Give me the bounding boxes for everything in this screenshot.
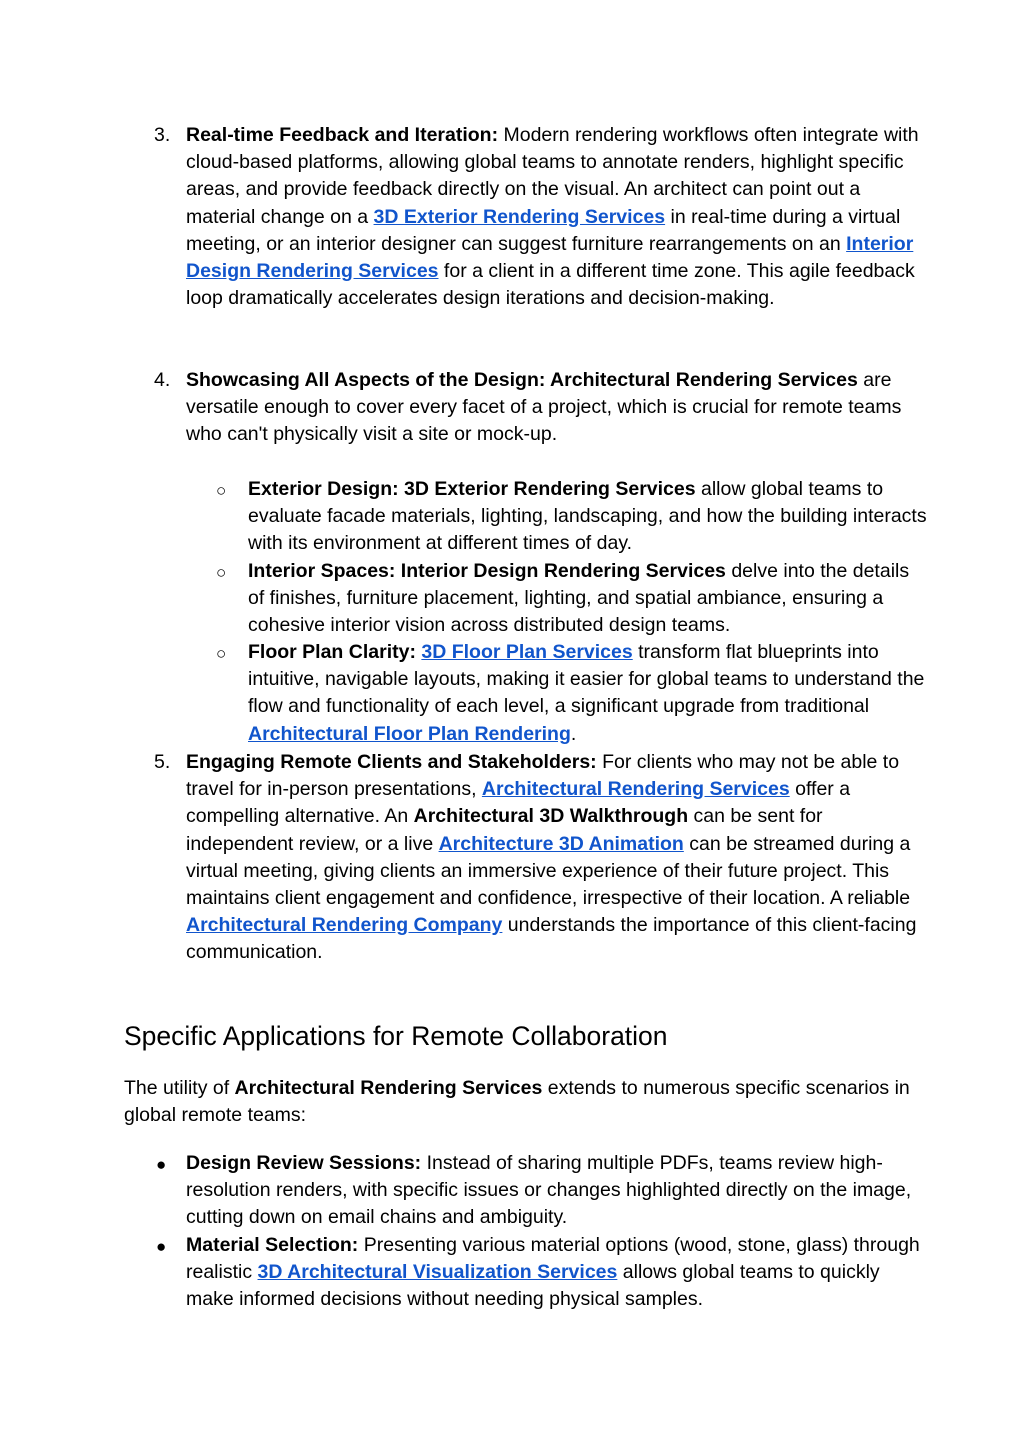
item-3-text-3: for a client in a different time zone. This agile feedback loop dramatically accelerates design iterations and decision-making.	[186, 260, 915, 310]
sub-item-3-text-2: .	[570, 722, 577, 745]
sub-item-exterior-design	[248, 476, 928, 558]
sub-item-1-text: allow global teams to evaluate facade materials, lighting, landscaping, and how the building interacts with its environment at different times of day.	[248, 478, 927, 555]
sub-item-3-heading: Floor Plan Clarity:	[248, 641, 416, 663]
link-architectural-rendering-company[interactable]: Architectural Rendering Company	[186, 914, 503, 937]
link-3d-exterior-rendering-services[interactable]: 3D Exterior Rendering Services	[373, 205, 666, 228]
sub-bullet-marker: ○	[216, 563, 227, 582]
sub-item-interior-spaces	[248, 558, 928, 640]
list-number-4: 4.	[154, 369, 171, 391]
sub-item-floor-plan-clarity	[248, 639, 928, 748]
link-3d-architectural-visualization-services[interactable]: 3D Architectural Visualization Services	[257, 1261, 618, 1284]
bullet-1-text: Instead of sharing multiple PDFs, teams review high-resolution renders, with specific issues or changes highlighted directly on the image, cutting down on email chains and ambiguity.	[186, 1152, 912, 1229]
link-3d-floor-plan-services[interactable]: 3D Floor Plan Services	[421, 641, 633, 663]
bullet-2-text-2: allows global teams to quickly make informed decisions without needing physical samples.	[186, 1261, 880, 1311]
item-5-text-5: understands the importance of this client-facing communication.	[186, 914, 917, 964]
section-heading: Specific Applications for Remote Collaboration	[124, 1021, 668, 1051]
list-number-5: 5.	[154, 751, 171, 773]
item-5-heading: Engaging Remote Clients and Stakeholders:	[186, 751, 597, 773]
item-4-text-1: are versatile enough to cover every facet of a project, which is crucial for remote teams who can't physically visit a site or mock-up.	[186, 369, 902, 446]
list-item-4	[186, 367, 926, 449]
link-interior-design-rendering-services[interactable]: Interior Design Rendering Services	[186, 232, 914, 283]
item-3-text-1: Modern rendering workflows often integrate with cloud-based platforms, allowing global teams to annotate renders, highlight specific areas, and provide feedback directly on the visual. An architect can point out a material change on a	[186, 124, 919, 228]
list-number-3: 3.	[154, 124, 171, 146]
item-5-bold-walkthrough: Architectural 3D Walkthrough	[413, 805, 689, 828]
intro-text-2: extends to numerous specific scenarios in global remote teams:	[124, 1077, 910, 1127]
item-4-heading: Showcasing All Aspects of the Design: Architectural Rendering Services	[186, 369, 858, 391]
sub-bullet-marker: ○	[216, 481, 227, 500]
bullet-item-design-review	[186, 1150, 926, 1232]
sub-bullet-marker: ○	[216, 644, 227, 663]
item-5-text-2: offer a compelling alternative. An	[186, 778, 851, 828]
item-5-text-3: can be sent for independent review, or a live	[186, 805, 823, 855]
item-3-text-2: in real-time during a virtual meeting, or an interior designer can suggest furniture rearrangements on an	[186, 205, 901, 255]
sub-item-2-text: delve into the details of finishes, furniture placement, lighting, and spatial ambiance, ensuring a cohesive interior vision across distributed design teams.	[248, 560, 910, 637]
intro-text-1: The utility of	[124, 1077, 235, 1099]
bullet-marker: ●	[156, 1155, 167, 1174]
bullet-item-material-selection	[186, 1232, 926, 1314]
intro-paragraph	[124, 1075, 924, 1129]
sub-item-1-heading: Exterior Design: 3D Exterior Rendering Services	[248, 478, 696, 500]
item-5-text-1: For clients who may not be able to travel for in-person presentations,	[186, 751, 900, 801]
list-item-3	[186, 122, 926, 312]
sub-item-2-heading: Interior Spaces: Interior Design Rendering Services	[248, 560, 726, 582]
link-architectural-floor-plan-rendering[interactable]: Architectural Floor Plan Rendering	[248, 722, 571, 745]
item-3-heading: Real-time Feedback and Iteration:	[186, 124, 499, 146]
list-item-5	[186, 749, 926, 967]
link-architectural-rendering-services[interactable]: Architectural Rendering Services	[481, 778, 790, 801]
bullet-2-text-1: Presenting various material options (wood, stone, glass) through realistic	[186, 1234, 920, 1284]
intro-bold: Architectural Rendering Services	[234, 1077, 543, 1099]
bullet-2-heading: Material Selection:	[186, 1234, 359, 1256]
bullet-marker: ●	[156, 1237, 167, 1256]
link-architecture-3d-animation[interactable]: Architecture 3D Animation	[438, 832, 684, 855]
sub-item-3-text-1: transform flat blueprints into intuitive, navigable layouts, making it easier for global teams to understand the flow and functionality of each level, a significant upgrade from traditional	[248, 641, 925, 718]
item-5-text-4: can be streamed during a virtual meeting, giving clients an immersive experience of their future project. This maintains client engagement and confidence, irrespective of their location. A reliable	[186, 832, 911, 910]
bullet-1-heading: Design Review Sessions:	[186, 1152, 422, 1174]
